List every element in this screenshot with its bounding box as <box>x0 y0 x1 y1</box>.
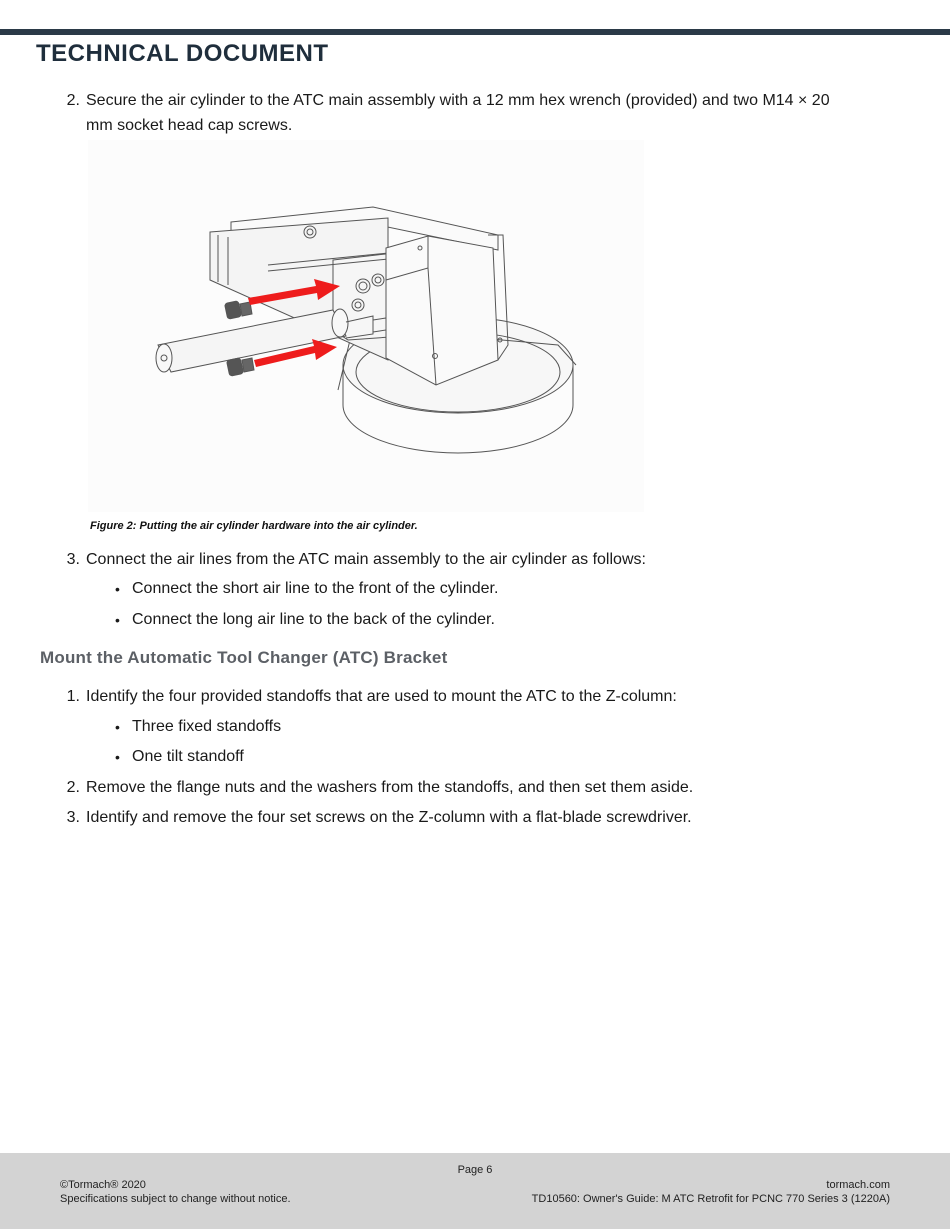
copyright: ©Tormach® 2020 <box>60 1179 146 1191</box>
list-item-text: Connect the long air line to the back of the cylinder. <box>132 611 495 628</box>
figure-caption: Figure 2: Putting the air cylinder hardware into the air cylinder. <box>90 520 418 532</box>
step-number: 2. <box>66 92 80 109</box>
step-text-line-2: mm socket head cap screws. <box>86 117 293 134</box>
bullet-icon: • <box>115 719 120 735</box>
step-text: Connect the air lines from the ATC main assembly to the air cylinder as follows: <box>86 551 646 568</box>
step-number: 3. <box>66 551 80 568</box>
figure-air-cylinder <box>88 140 644 512</box>
step-number: 1. <box>66 688 80 705</box>
step-text-line-1: Secure the air cylinder to the ATC main assembly with a 12 mm hex wrench (provided) and two M14 × 20 <box>86 92 830 109</box>
step-identify-standoffs <box>60 684 920 709</box>
step-number: 2. <box>66 779 80 796</box>
section-heading: Mount the Automatic Tool Changer (ATC) Bracket <box>40 648 448 667</box>
step-remove-flange-nuts <box>60 775 920 800</box>
notice: Specifications subject to change without notice. <box>60 1193 291 1205</box>
website: tormach.com <box>826 1179 890 1191</box>
bullet-icon: • <box>115 581 120 597</box>
document-id: TD10560: Owner's Guide: M ATC Retrofit for PCNC 770 Series 3 (1220A) <box>531 1193 890 1205</box>
list-item-text: Connect the short air line to the front of the cylinder. <box>132 580 499 597</box>
list-item-text: One tilt standoff <box>132 748 244 765</box>
step-text: Remove the flange nuts and the washers from the standoffs, and then set them aside. <box>86 779 694 796</box>
step-connect-air-lines <box>60 547 920 572</box>
document-title: TECHNICAL DOCUMENT <box>36 40 329 67</box>
header-rule <box>0 29 950 35</box>
bullet-icon: • <box>115 749 120 765</box>
air-cylinder-illustration <box>88 140 644 512</box>
step-remove-set-screws <box>60 805 920 830</box>
bullet-icon: • <box>115 612 120 628</box>
step-text: Identify the four provided standoffs that are used to mount the ATC to the Z-column: <box>86 688 677 705</box>
list-item-text: Three fixed standoffs <box>132 718 282 735</box>
step-number: 3. <box>66 809 80 826</box>
step-secure-cylinder <box>60 88 920 138</box>
step-text: Identify and remove the four set screws on the Z-column with a flat-blade screwdriver. <box>86 809 692 826</box>
page-number: Page 6 <box>457 1164 493 1176</box>
page-footer <box>0 1153 950 1229</box>
